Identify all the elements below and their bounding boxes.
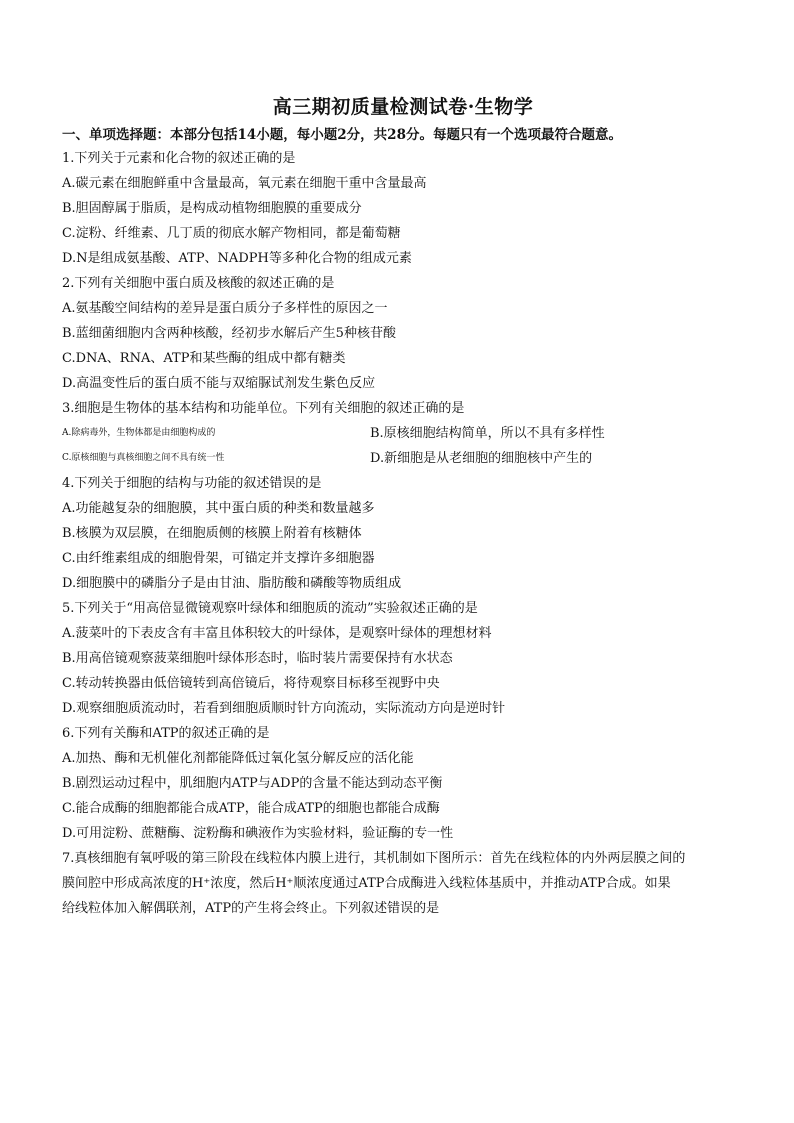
- option-b: B.原核细胞结构简单，所以不具有多样性: [370, 426, 605, 441]
- option-c: C.DNA、RNA、ATP和某些酶的组成中都有糖类: [62, 351, 346, 366]
- option-a: A.功能越复杂的细胞膜，其中蛋白质的种类和数量越多: [62, 501, 375, 516]
- question-3: [62, 396, 744, 471]
- option-c: C.原核细胞与真核细胞之间不具有统一性: [62, 453, 225, 463]
- question-stem-line-1: 7.真核细胞有氧呼吸的第三阶段在线粒体内膜上进行，其机制如下图所示：首先在线粒体的内外两层膜之间的: [62, 851, 686, 866]
- question-stem: 6.下列有关酶和ATP的叙述正确的是: [62, 726, 270, 741]
- section-heading: 一、单项选择题：本部分包括14小题，每小题2分，共28分。每题只有一个选项最符合题意。: [62, 127, 622, 143]
- page-title: 高三期初质量检测试卷·生物学: [272, 96, 534, 118]
- option-d: D.可用淀粉、蔗糖酶、淀粉酶和碘液作为实验材料，验证酶的专一性: [62, 826, 454, 841]
- question-stem: 5.下列关于“用高倍显微镜观察叶绿体和细胞质的流动”实验叙述正确的是: [62, 601, 478, 616]
- option-a: A.除病毒外，生物体都是由细胞构成的: [62, 428, 216, 438]
- option-a: A.菠菜叶的下表皮含有丰富且体积较大的叶绿体，是观察叶绿体的理想材料: [62, 626, 492, 641]
- option-row: [62, 421, 744, 446]
- option-a: A.碳元素在细胞鲜重中含量最高，氧元素在细胞干重中含量最高: [62, 176, 427, 191]
- question-stem: 4.下列关于细胞的结构与功能的叙述错误的是: [62, 476, 322, 491]
- option-c: C.转动转换器由低倍镜转到高倍镜后，将待观察目标移至视野中央: [62, 676, 440, 691]
- question-7: [62, 846, 744, 921]
- question-4: [62, 471, 744, 596]
- option-row: [62, 446, 744, 471]
- question-6: [62, 721, 744, 846]
- question-stem: 3.细胞是生物体的基本结构和功能单位。下列有关细胞的叙述正确的是: [62, 401, 465, 416]
- question-2: [62, 271, 744, 396]
- option-b: B.核膜为双层膜，在细胞质侧的核膜上附着有核糖体: [62, 526, 362, 541]
- option-d: D.N是组成氨基酸、ATP、NADPH等多种化合物的组成元素: [62, 251, 412, 266]
- option-c: C.能合成酶的细胞都能合成ATP，能合成ATP的细胞也都能合成酶: [62, 801, 440, 816]
- question-stem: 2.下列有关细胞中蛋白质及核酸的叙述正确的是: [62, 276, 335, 291]
- option-b: B.胆固醇属于脂质，是构成动植物细胞膜的重要成分: [62, 201, 362, 216]
- question-stem-line-2: 膜间腔中形成高浓度的H⁺浓度，然后H⁺顺浓度通过ATP合成酶进入线粒体基质中，并推动ATP合成。如果: [62, 876, 671, 891]
- option-d: D.高温变性后的蛋白质不能与双缩脲试剂发生紫色反应: [62, 376, 376, 391]
- option-a: A.加热、酶和无机催化剂都能降低过氧化氢分解反应的活化能: [62, 751, 414, 766]
- question-1: [62, 146, 744, 271]
- question-5: [62, 596, 744, 721]
- option-c: C.淀粉、纤维素、几丁质的彻底水解产物相同，都是葡萄糖: [62, 226, 401, 241]
- option-b: B.用高倍镜观察菠菜细胞叶绿体形态时，临时装片需要保持有水状态: [62, 651, 453, 666]
- option-b: B.剧烈运动过程中，肌细胞内ATP与ADP的含量不能达到动态平衡: [62, 776, 443, 791]
- option-d: D.细胞膜中的磷脂分子是由甘油、脂肪酸和磷酸等物质组成: [62, 576, 402, 591]
- option-c: C.由纤维素组成的细胞骨架，可锚定并支撑许多细胞器: [62, 551, 375, 566]
- option-d: D.观察细胞质流动时，若看到细胞质顺时针方向流动，实际流动方向是逆时针: [62, 701, 506, 716]
- question-stem: 1.下列关于元素和化合物的叙述正确的是: [62, 151, 296, 166]
- option-a: A.氨基酸空间结构的差异是蛋白质分子多样性的原因之一: [62, 301, 388, 316]
- question-stem-line-3: 给线粒体加入解偶联剂，ATP的产生将会终止。下列叙述错误的是: [62, 901, 440, 916]
- option-b: B.蓝细菌细胞内含两种核酸，经初步水解后产生5种核苷酸: [62, 326, 396, 341]
- option-d: D.新细胞是从老细胞的细胞核中产生的: [370, 451, 593, 466]
